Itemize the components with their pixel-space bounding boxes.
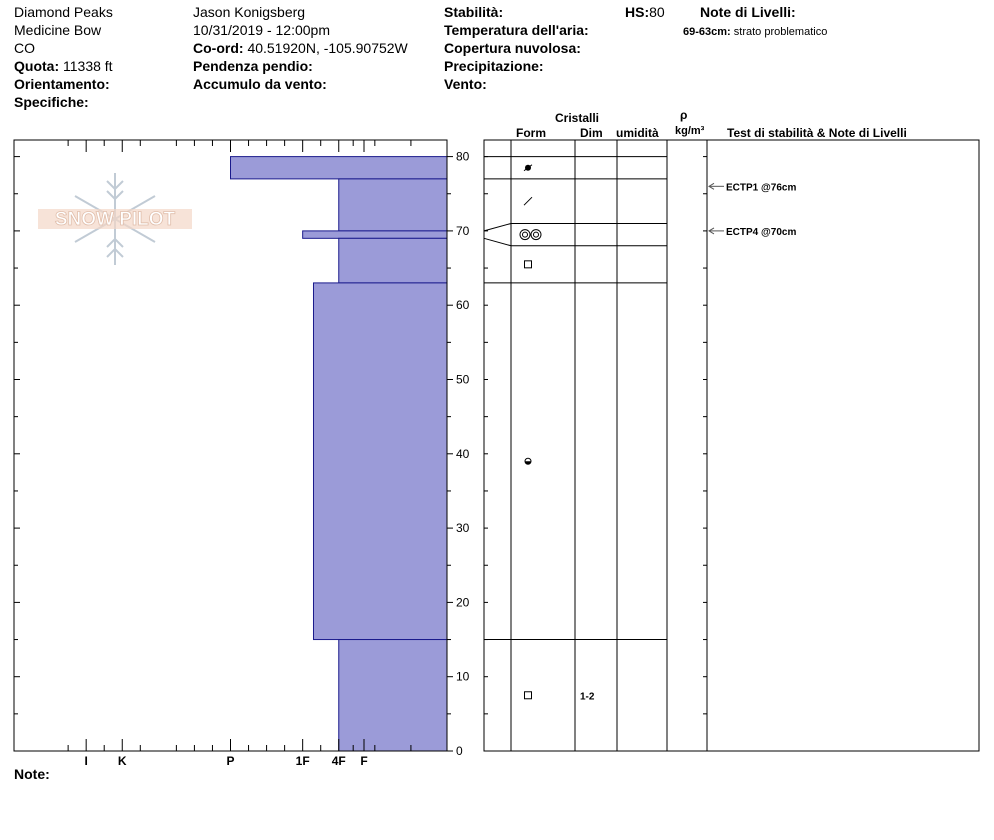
date-time: 10/31/2019 - 12:00pm <box>193 22 330 38</box>
depth-tick-label: 30 <box>456 521 470 536</box>
layer-notes-label: Note di Livelli: <box>700 4 796 20</box>
cloud-cover-label: Copertura nuvolosa: <box>444 40 581 56</box>
hardness-bars <box>231 157 448 751</box>
hardness-tick-label: 1F <box>295 754 310 768</box>
stability-test-label: ECTP4 @70cm <box>726 226 797 238</box>
specifics-label: Specifiche: <box>14 94 89 110</box>
crystals-header: Cristalli <box>555 111 600 125</box>
form-header: Form <box>516 126 546 140</box>
boundary-connector <box>484 223 511 230</box>
density-symbol: ρ <box>680 108 688 122</box>
hs-label: HS: <box>625 4 650 20</box>
moisture-header: umidità <box>616 126 659 140</box>
mountain-range: Medicine Bow <box>14 22 102 38</box>
hardness-tick-label: P <box>226 754 235 768</box>
depth-tick-label: 40 <box>456 446 470 461</box>
hardness-layer-bar <box>339 238 447 283</box>
logo-text: SNOW PILOT <box>54 209 176 230</box>
state: CO <box>14 40 35 56</box>
hs-value: 80 <box>649 4 665 20</box>
depth-tick-label: 80 <box>456 149 470 164</box>
depth-tick-label: 50 <box>456 372 470 387</box>
grain-form-faceted-icon <box>525 261 532 268</box>
depth-tick-label: 70 <box>456 223 470 238</box>
aspect-label: Orientamento: <box>14 76 110 92</box>
layer-note-text: strato problematico <box>733 26 828 38</box>
notes-label: Note: <box>14 766 50 782</box>
hardness-tick-label: I <box>84 754 88 768</box>
grain-form-precipitation-particle-icon <box>524 165 532 171</box>
elevation-value: 11338 ft <box>63 58 113 74</box>
depth-tick-label: 10 <box>456 669 470 684</box>
stability-arrow-icon <box>709 183 724 189</box>
hardness-tick-label: K <box>117 754 127 768</box>
snowpilot-logo <box>38 173 192 265</box>
hardness-tick-label: 4F <box>331 754 346 768</box>
wind-loading-label: Accumulo da vento: <box>193 76 327 92</box>
depth-tick-label: 0 <box>456 744 463 758</box>
hardness-layer-bar <box>339 179 447 231</box>
depth-tick-label: 60 <box>456 298 470 313</box>
density-unit: kg/m³ <box>675 125 705 137</box>
observer: Jason Konigsberg <box>193 4 306 20</box>
hardness-layer-bar <box>313 283 447 640</box>
stability-label: Stabilità: <box>444 4 504 20</box>
air-temp-label: Temperatura dell'aria: <box>444 22 589 38</box>
hardness-layer-bar <box>303 231 447 238</box>
tests-header: Test di stabilità & Note di Livelli <box>727 126 907 140</box>
hardness-layer-bar <box>231 157 448 179</box>
location: Diamond Peaks <box>14 4 113 20</box>
stability-test-label: ECTP1 @76cm <box>726 182 797 194</box>
grain-form-rounded-faceted-icon <box>525 458 531 464</box>
precip-label: Precipitazione: <box>444 58 544 74</box>
size-header: Dim <box>580 126 603 140</box>
stratigraphy-table <box>484 140 979 751</box>
elevation-label: Quota: <box>14 58 60 74</box>
stability-arrow-icon <box>709 228 724 234</box>
depth-tick-label: 20 <box>456 595 470 610</box>
wind-label: Vento: <box>444 76 487 92</box>
hardness-layer-bar <box>339 640 447 751</box>
grain-form-decomposing-fragment-icon <box>524 197 532 205</box>
grain-form-faceted-icon <box>525 692 532 699</box>
slope-label: Pendenza pendio: <box>193 58 313 74</box>
grain-size-label: 1-2 <box>580 691 595 703</box>
grain-form-ice-crust-icon <box>520 230 541 240</box>
coord-label: Co-ord: <box>193 40 244 56</box>
coord-value: 40.51920N, -105.90752W <box>247 40 408 56</box>
hardness-tick-label: F <box>360 754 368 768</box>
layer-note-range: 69-63cm: <box>683 26 731 38</box>
boundary-connector <box>484 238 511 245</box>
